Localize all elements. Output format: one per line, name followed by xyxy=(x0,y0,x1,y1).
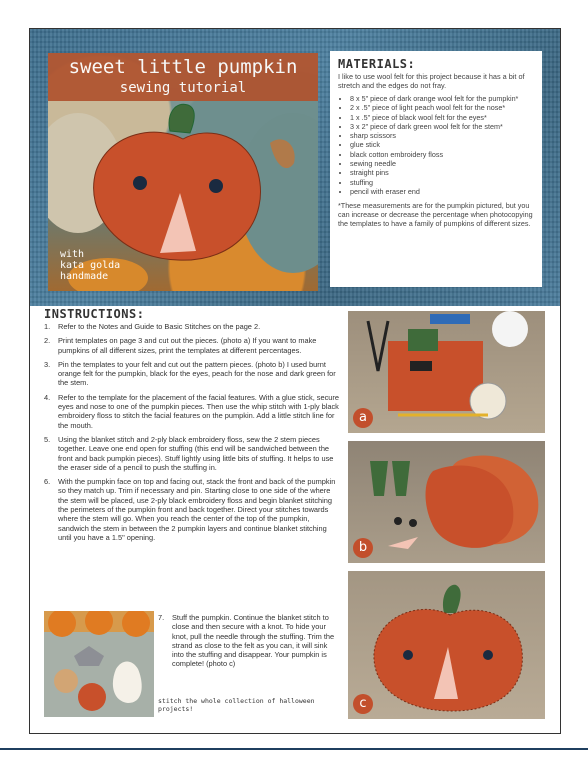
step-text: Using the blanket stitch and 2-ply black embroidery floss, sew the 2 stem pieces together. Leave one end open for stuffing (this end will be sandwiched between the front and back pumpkin pieces). Stuff lightly using little bits of stuffing. It helps to use the eraser side of a pencil to push the stuffing in. xyxy=(58,434,334,472)
photo-b-illustration xyxy=(348,441,545,563)
pumpkin-bg-shape xyxy=(48,611,76,637)
material-item: • pencil with eraser end xyxy=(350,187,534,196)
step-number: 2. xyxy=(44,336,51,346)
materials-panel xyxy=(330,51,542,287)
photo-c-badge: c xyxy=(353,694,373,714)
material-item: • 1 x .5" piece of black wool felt for the eyes* xyxy=(350,113,534,122)
stem-shape xyxy=(169,104,194,133)
green-felt-shape xyxy=(408,329,438,351)
materials-intro: I like to use wool felt for this project because it has a bit of stretch and the edges do not fray. xyxy=(338,72,525,90)
finished-stem-shape xyxy=(443,585,461,613)
materials-title: MATERIALS: xyxy=(338,57,416,71)
title-line1: sweet little pumpkin xyxy=(68,56,298,78)
credit-with: with xyxy=(60,249,85,260)
right-eye-shape xyxy=(209,179,223,193)
glue-stick-shape xyxy=(430,314,470,324)
photo-a-badge: a xyxy=(353,408,373,428)
material-item: • stuffing xyxy=(350,178,534,187)
credit-handmade: handmade xyxy=(60,271,109,282)
owl-shape xyxy=(54,669,78,693)
finished-eye-shape xyxy=(483,650,493,660)
step-number: 5. xyxy=(44,434,51,444)
step-text: Stuff the pumpkin. Continue the blanket stitch to close and then secure with a knot. To hide your knot, pull the needle through the stuffing. Trim the strand as close to the felt as you can, it will sink into the stuffing and disappear. Your pumpkin is complete! (photo c) xyxy=(172,613,335,669)
left-eye-shape xyxy=(133,176,147,190)
material-item: • 8 x 5" piece of dark orange wool felt for the pumpkin* xyxy=(350,94,534,103)
photo-c xyxy=(348,571,545,719)
material-item: • 2 x .5" piece of light peach wool felt for the nose* xyxy=(350,103,534,112)
step-item xyxy=(42,393,342,430)
instructions-title: INSTRUCTIONS: xyxy=(44,307,145,321)
step-item xyxy=(42,322,342,331)
mini-pumpkin-shape xyxy=(78,683,106,711)
header-banner xyxy=(30,29,560,306)
stuffing-shape xyxy=(492,311,528,347)
hero-photo xyxy=(48,53,318,291)
photo-c-illustration xyxy=(348,571,545,719)
pumpkin-bg-shape xyxy=(85,611,113,635)
step-number: 1. xyxy=(44,322,51,331)
pumpkin-bg-shape xyxy=(122,611,150,637)
bat-shape xyxy=(74,646,104,666)
stem-piece-shape xyxy=(370,461,388,496)
materials-note: *These measurements are for the pumpkin pictured, but you can increase or decrease the percentage when photocopying the templates to have a family of pumpkins of different sizes. xyxy=(338,201,533,229)
step-text: With the pumpkin face on top and facing out, stack the front and back of the pumpkin so they match up. Trim if necessary and pin. Starting close to one side of the where the stem will be placed, use 2-ply black embroidery floss and begin blanket stitching the perimeters of the pumpkin front and back together. Direct your stitches towards where the stem will go. When you reach the center of the top of the pumpkin, sandwich the stem in between the 2 pumpkin layers and continue blanket stitching until you have a 1.5" opening. xyxy=(58,477,336,542)
eye-piece-shape xyxy=(409,519,417,527)
collection-illustration xyxy=(44,611,154,717)
collection-note: stitch the whole collection of halloween projects! xyxy=(158,697,315,713)
stem-piece-shape xyxy=(392,461,410,496)
finished-eye-shape xyxy=(403,650,413,660)
scissors-shape xyxy=(368,321,388,371)
black-felt-shape xyxy=(410,361,432,371)
step-number: 4. xyxy=(44,392,51,402)
nose-piece-shape xyxy=(388,537,418,549)
material-item: • sharp scissors xyxy=(350,131,534,140)
title-line2: sewing tutorial xyxy=(119,80,247,96)
step-item xyxy=(42,477,342,542)
credit-name: kata golda xyxy=(60,260,121,271)
material-item: • straight pins xyxy=(350,168,534,177)
footer-rule xyxy=(0,748,588,750)
step-item xyxy=(42,360,342,388)
step-number: 6. xyxy=(44,477,51,487)
tutorial-page xyxy=(29,28,561,734)
photo-b xyxy=(348,441,545,563)
photo-b-badge: b xyxy=(353,538,373,558)
step-number: 7. xyxy=(158,613,165,622)
photo-a-illustration xyxy=(348,311,545,433)
step-item xyxy=(158,613,338,669)
ghost-shape xyxy=(113,662,142,704)
step-number: 3. xyxy=(44,359,51,369)
halloween-collection-photo xyxy=(44,611,154,717)
photo-a xyxy=(348,311,545,433)
materials-list xyxy=(338,94,534,196)
eye-piece-shape xyxy=(394,517,402,525)
instruction-steps xyxy=(42,322,342,547)
material-item: • sewing needle xyxy=(350,159,534,168)
step-text: Refer to the Notes and Guide to Basic Stitches on the page 2. xyxy=(58,322,261,331)
step-text: Print templates on page 3 and cut out the pieces. (photo a) If you want to make pumpkins of all different sizes, print the templates at different percentages. xyxy=(58,336,317,355)
material-item: • glue stick xyxy=(350,140,534,149)
step-text: Pin the templates to your felt and cut out the pattern pieces. (photo b) I used burnt orange felt for the pumpkin, black for the eyes, peach for the nose and dark green for the stem. xyxy=(58,359,336,388)
step-item xyxy=(42,435,342,472)
material-item: • 3 x 2" piece of dark green wool felt for the stem* xyxy=(350,122,534,131)
orange-felt-shape xyxy=(388,341,483,411)
step-text: Refer to the template for the placement of the facial features. With a glue stick, secure eyes and nose to one of the pumpkin pieces. Then use the whip stitch with 1-ply black embroidery floss to stitch the facial features on the pumpkin. Add a little stitch line for the mouth. xyxy=(58,392,339,430)
step-item xyxy=(42,336,342,355)
material-item: • black cotton embroidery floss xyxy=(350,150,534,159)
title-band xyxy=(48,53,318,101)
